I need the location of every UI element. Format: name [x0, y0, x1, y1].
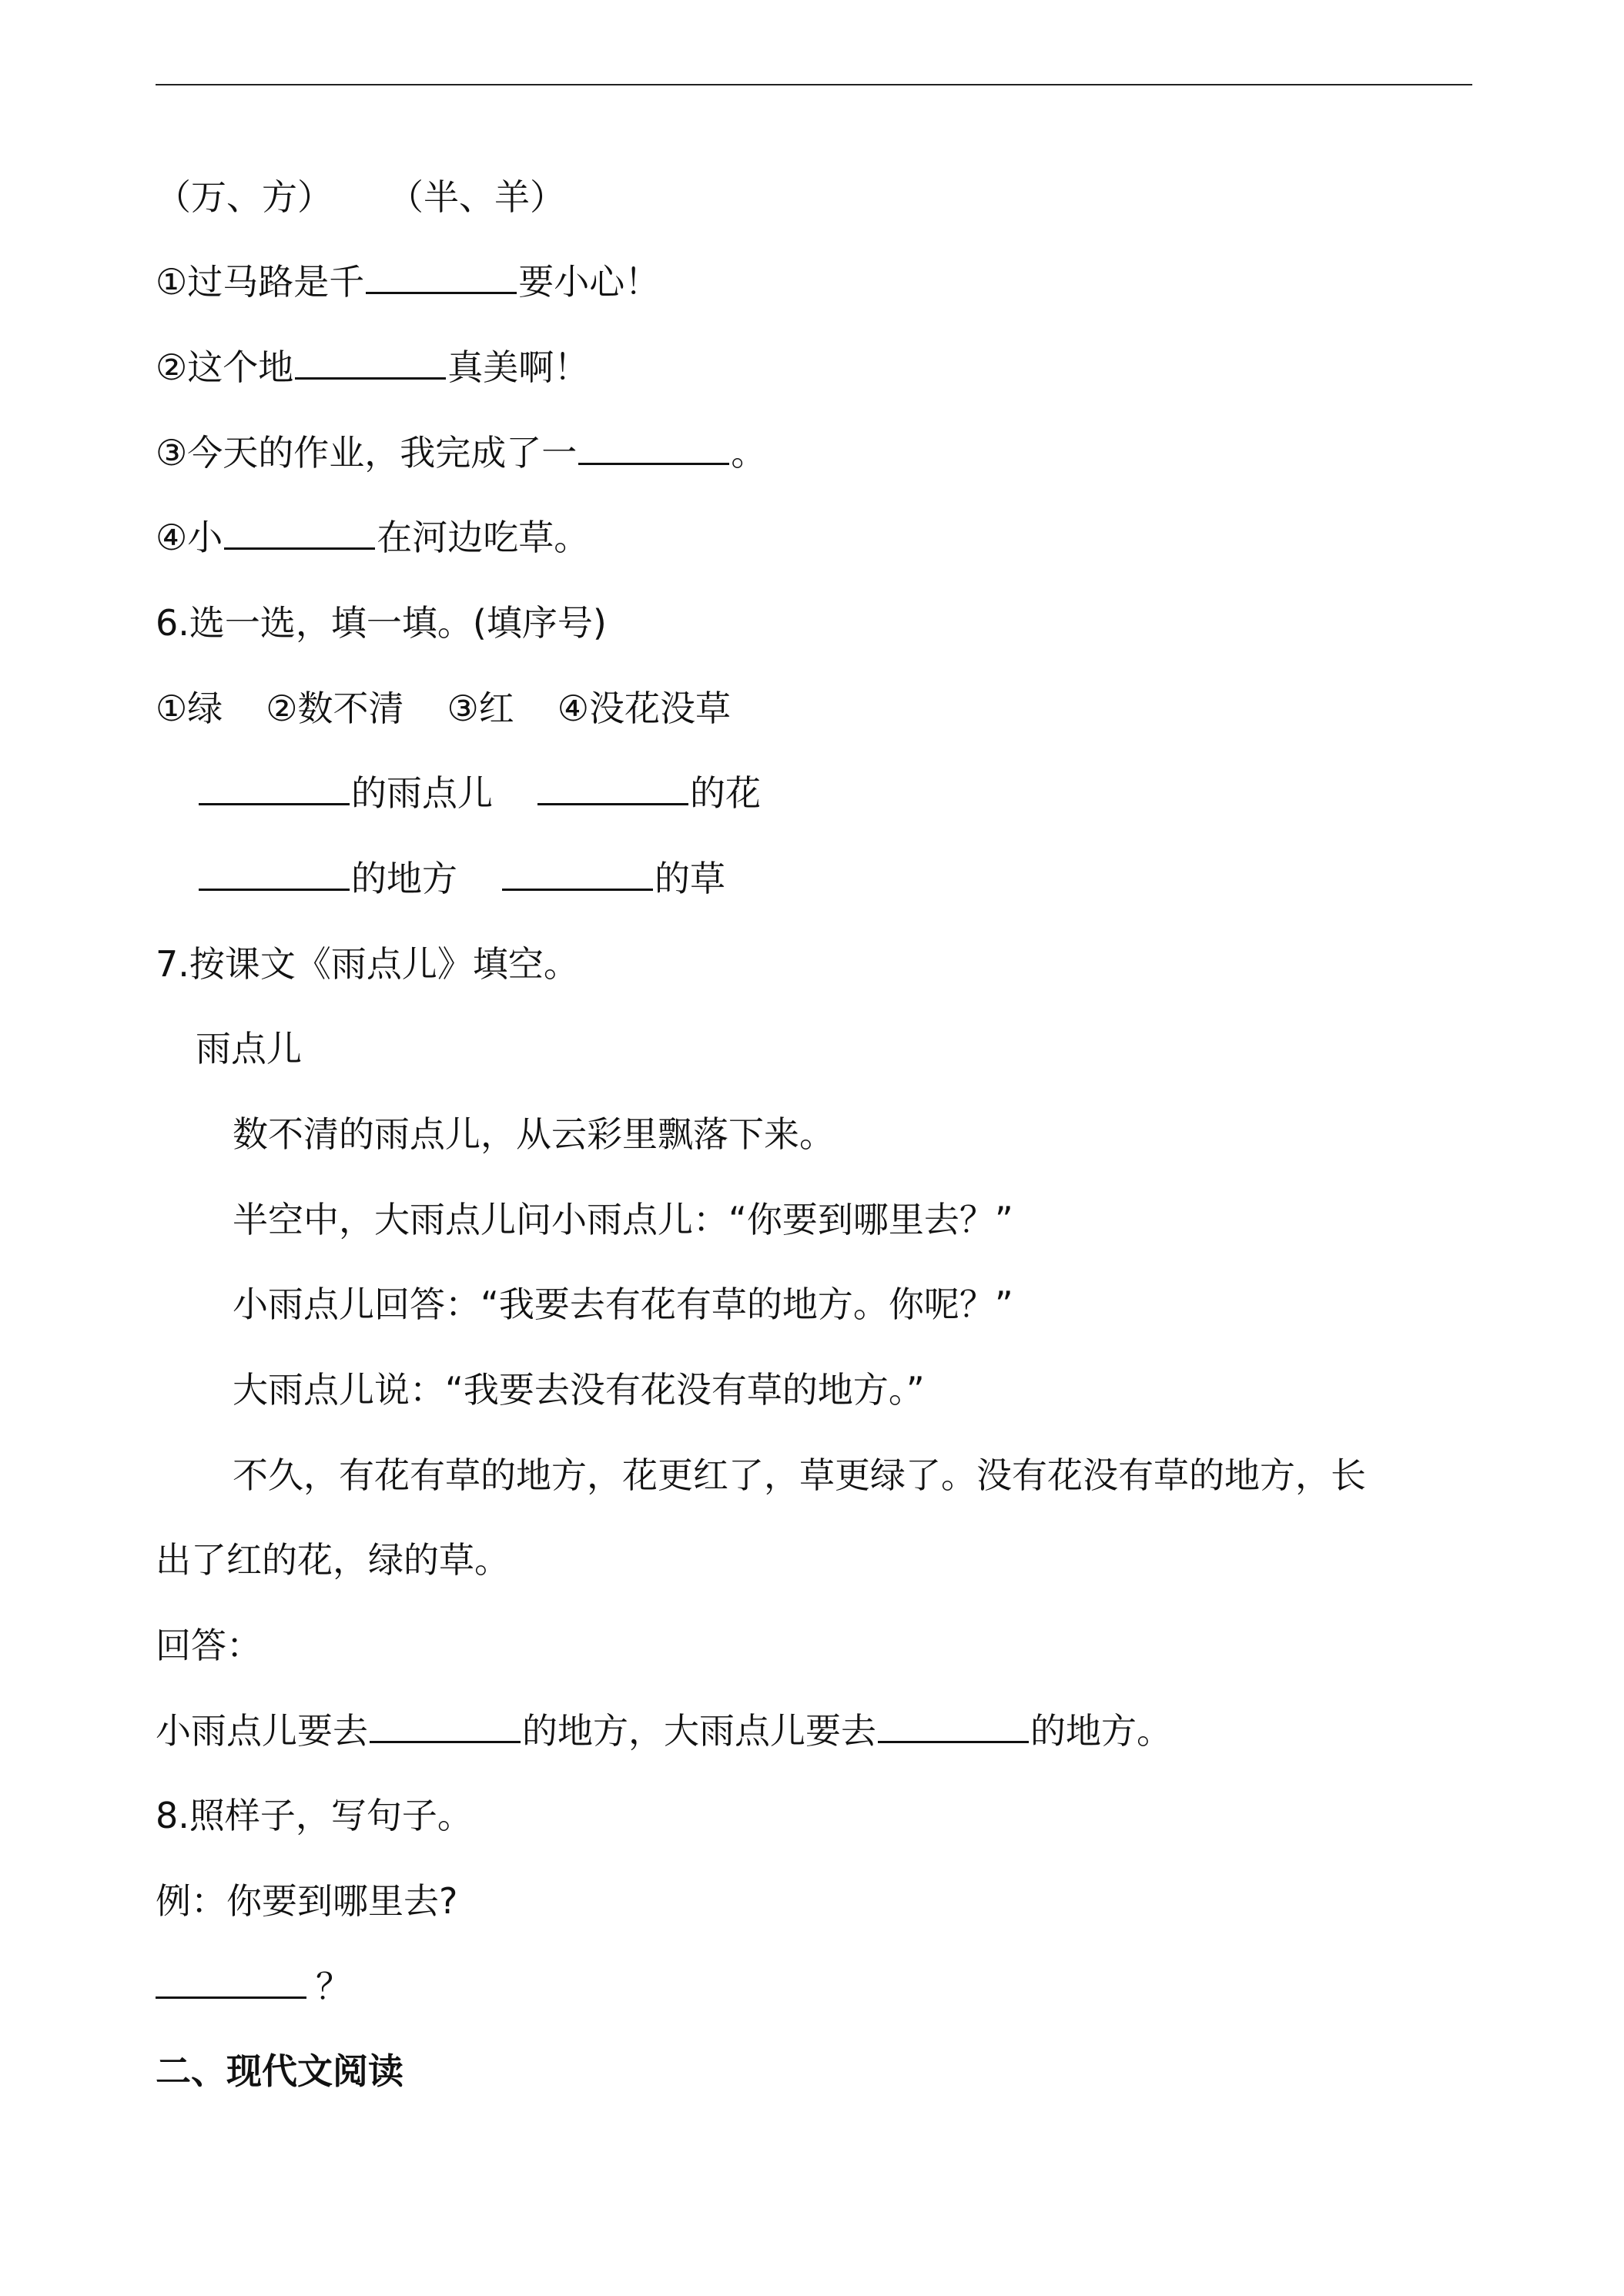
q6-fill-row-1: 的雨点儿 的花 — [197, 768, 761, 818]
poem-line-continued: 出了红的花，绿的草。 — [156, 1539, 510, 1581]
poem-line: 大雨点儿说：“我要去没有花没有草的地方。” — [233, 1369, 925, 1411]
q5-pair-2: （半、羊） — [388, 176, 565, 218]
answer-blank[interactable] — [370, 1710, 521, 1743]
q6-option-1: ①绿 — [156, 688, 223, 729]
q6-option-3: ③红 — [447, 688, 514, 729]
q5-item-2: ②这个地 真美啊！ — [156, 346, 590, 388]
q6-fill-row-2: 的地方 的草 — [197, 854, 725, 903]
section-title: 二、现代文阅读 — [156, 2050, 403, 2092]
q5-item-1: ①过马路是千 要小心！ — [156, 261, 661, 303]
q7-title: 7.按课文《雨点儿》填空。 — [156, 943, 579, 985]
answer-blank[interactable] — [502, 858, 653, 891]
poem-line: 不久，有花有草的地方，花更红了，草更绿了。没有花没有草的地方，长 — [233, 1454, 1366, 1496]
answer-label: 回答： — [156, 1625, 262, 1666]
q8-example: 例：你要到哪里去? — [156, 1880, 458, 1922]
answer-blank[interactable] — [366, 261, 517, 294]
poem-line: 数不清的雨点儿，从云彩里飘落下来。 — [233, 1113, 835, 1155]
q7-answer-line: 小雨点儿要去 的地方，大雨点儿要去 的地方。 — [156, 1710, 1172, 1752]
answer-blank[interactable] — [156, 1966, 306, 1999]
q8-answer-line: ？ — [156, 1962, 351, 2011]
q5-pair-1: （万、方） — [156, 176, 333, 218]
poem-title: 雨点儿 — [196, 1028, 302, 1069]
q6-title: 6.选一选，填一填。(填序号) — [156, 602, 607, 644]
q8-title: 8.照样子，写句子。 — [156, 1795, 473, 1836]
answer-blank[interactable] — [224, 517, 375, 550]
q5-word-pairs — [156, 172, 565, 222]
q6-option-2: ②数不清 — [266, 688, 404, 729]
header-rule — [156, 84, 1472, 85]
answer-blank[interactable] — [878, 1710, 1029, 1743]
answer-blank[interactable] — [199, 858, 350, 891]
poem-line: 半空中，大雨点儿问小雨点儿：“你要到哪里去？” — [233, 1199, 1013, 1240]
answer-blank[interactable] — [578, 432, 729, 465]
q6-options — [156, 684, 731, 733]
answer-blank[interactable] — [199, 772, 350, 805]
q5-item-3: ③今天的作业，我完成了一 。 — [156, 432, 767, 474]
q6-option-4: ④没花没草 — [557, 688, 731, 729]
answer-blank[interactable] — [295, 346, 446, 380]
answer-blank[interactable] — [537, 772, 688, 805]
poem-line: 小雨点儿回答：“我要去有花有草的地方。你呢？” — [233, 1284, 1013, 1325]
q5-item-4: ④小 在河边吃草。 — [156, 517, 590, 558]
